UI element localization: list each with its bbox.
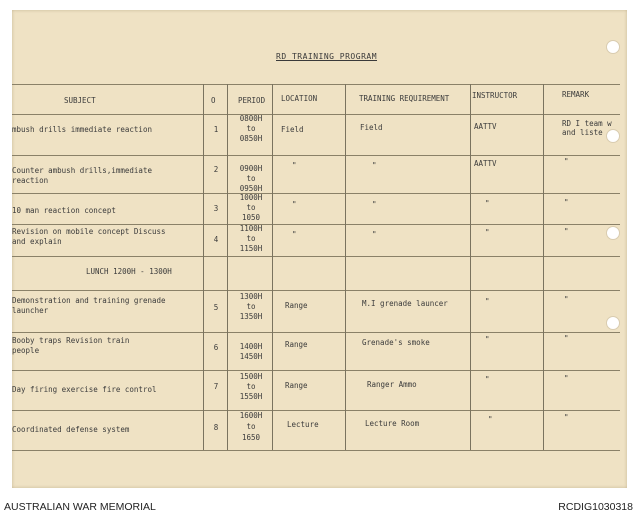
row-6-location: Range bbox=[285, 340, 308, 349]
row-3-number: 3 bbox=[213, 204, 219, 213]
row-4-instructor: " bbox=[485, 228, 490, 237]
row-7-location: Range bbox=[285, 381, 308, 390]
row-1-period-to: to bbox=[246, 124, 256, 133]
row-2-subject-line-2: reaction bbox=[12, 176, 49, 185]
header-training-requirement: TRAINING REQUIREMENT bbox=[359, 94, 450, 103]
row-8-remark: " bbox=[564, 413, 569, 422]
row-7-period-to: to bbox=[246, 382, 256, 391]
row-5-subject-line-2: launcher bbox=[12, 306, 49, 315]
header-remark: REMARK bbox=[562, 90, 590, 99]
punch-hole bbox=[606, 129, 620, 143]
row-2-period-to: to bbox=[246, 174, 256, 183]
row-4-number: 4 bbox=[213, 235, 219, 244]
row-7-subject: Day firing exercise fire control bbox=[12, 385, 157, 394]
row-3-location: " bbox=[292, 200, 297, 209]
row-3-period-end: 1050 bbox=[241, 213, 261, 222]
row-8-period-to: to bbox=[246, 422, 256, 431]
row-2-period-start: 0900H bbox=[239, 164, 263, 173]
row-3-subject: 10 man reaction concept bbox=[12, 206, 116, 215]
row-6-subject-line-2: people bbox=[12, 346, 40, 355]
row-3-remark: " bbox=[564, 198, 569, 207]
row-4-requirement: " bbox=[372, 230, 377, 239]
row-7-remark: " bbox=[564, 374, 569, 383]
row-2-instructor: AATTV bbox=[474, 159, 497, 168]
row-5-remark: " bbox=[564, 295, 569, 304]
row-8-location: Lecture bbox=[287, 420, 319, 429]
row-5-requirement: M.I grenade launcer bbox=[362, 299, 448, 308]
row-6-period-end: 1450H bbox=[239, 352, 263, 361]
row-4-location: " bbox=[292, 230, 297, 239]
row-3-requirement: " bbox=[372, 200, 377, 209]
row-6-subject-line-1: Booby traps Revision train bbox=[12, 336, 130, 345]
row-7-instructor: " bbox=[485, 375, 490, 384]
row-5-number: 5 bbox=[213, 303, 219, 312]
row-8-period-end: 1650 bbox=[241, 433, 261, 442]
row-4-subject-line-2: and explain bbox=[12, 237, 62, 246]
row-8-period-start: 1600H bbox=[239, 411, 263, 420]
punch-hole bbox=[606, 226, 620, 240]
row-1-period-end: 0850H bbox=[239, 134, 263, 143]
row-2-remark: " bbox=[564, 157, 569, 166]
header-period: PERIOD bbox=[238, 96, 266, 105]
row-6-instructor: " bbox=[485, 335, 490, 344]
footer-archive-name: AUSTRALIAN WAR MEMORIAL bbox=[4, 501, 156, 513]
footer-record-id: RCDIG1030318 bbox=[558, 501, 633, 513]
row-7-requirement: Ranger Ammo bbox=[367, 380, 417, 389]
row-6-requirement: Grenade's smoke bbox=[362, 338, 430, 347]
row-8-number: 8 bbox=[213, 423, 219, 432]
row-8-instructor: " bbox=[488, 415, 493, 424]
row-2-requirement: " bbox=[372, 161, 377, 170]
row-1-location: Field bbox=[281, 125, 304, 134]
row-4-period-start: 1100H bbox=[239, 224, 263, 233]
row-3-instructor: " bbox=[485, 199, 490, 208]
row-7-period-start: 1500H bbox=[239, 372, 263, 381]
row-5-instructor: " bbox=[485, 297, 490, 306]
header-number: O bbox=[211, 96, 216, 105]
document-title: RD TRAINING PROGRAM bbox=[276, 52, 378, 61]
row-4-subject-line-1: Revision on mobile concept Discuss bbox=[12, 227, 166, 236]
row-4-period-to: to bbox=[246, 234, 256, 243]
punch-hole bbox=[606, 316, 620, 330]
row-1-subject: mbush drills immediate reaction bbox=[12, 125, 152, 134]
header-subject: SUBJECT bbox=[64, 96, 96, 105]
row-6-number: 6 bbox=[213, 343, 219, 352]
lunch-break-label: LUNCH 1200H - 1300H bbox=[86, 267, 172, 276]
row-1-instructor: AATTV bbox=[474, 122, 497, 131]
document-page bbox=[12, 10, 627, 488]
row-1-period-start: 0800H bbox=[239, 114, 263, 123]
punch-hole bbox=[606, 40, 620, 54]
row-1-remark-line-2: and liste bbox=[562, 128, 603, 137]
header-instructor: INSTRUCTOR bbox=[472, 91, 518, 100]
row-4-period-end: 1150H bbox=[239, 244, 263, 253]
row-5-period-to: to bbox=[246, 302, 256, 311]
row-7-period-end: 1550H bbox=[239, 392, 263, 401]
row-6-remark: " bbox=[564, 334, 569, 343]
row-2-location: " bbox=[292, 161, 297, 170]
row-3-period-to: to bbox=[246, 203, 256, 212]
row-1-requirement: Field bbox=[360, 123, 383, 132]
row-3-period-start: 1000H bbox=[239, 193, 263, 202]
row-5-period-end: 1350H bbox=[239, 312, 263, 321]
row-8-requirement: Lecture Room bbox=[365, 419, 420, 428]
row-1-number: 1 bbox=[213, 125, 219, 134]
row-1-remark-line-1: RD I team w bbox=[562, 119, 612, 128]
row-6-period-start: 1400H bbox=[239, 342, 263, 351]
row-4-remark: " bbox=[564, 227, 569, 236]
row-2-period-end: 0950H bbox=[239, 184, 263, 193]
row-8-subject: Coordinated defense system bbox=[12, 425, 130, 434]
row-2-number: 2 bbox=[213, 165, 219, 174]
header-location: LOCATION bbox=[281, 94, 318, 103]
row-2-subject-line-1: Counter ambush drills,immediate bbox=[12, 166, 152, 175]
row-5-subject-line-1: Demonstration and training grenade bbox=[12, 296, 166, 305]
row-5-location: Range bbox=[285, 301, 308, 310]
row-7-number: 7 bbox=[213, 382, 219, 391]
row-5-period-start: 1300H bbox=[239, 292, 263, 301]
